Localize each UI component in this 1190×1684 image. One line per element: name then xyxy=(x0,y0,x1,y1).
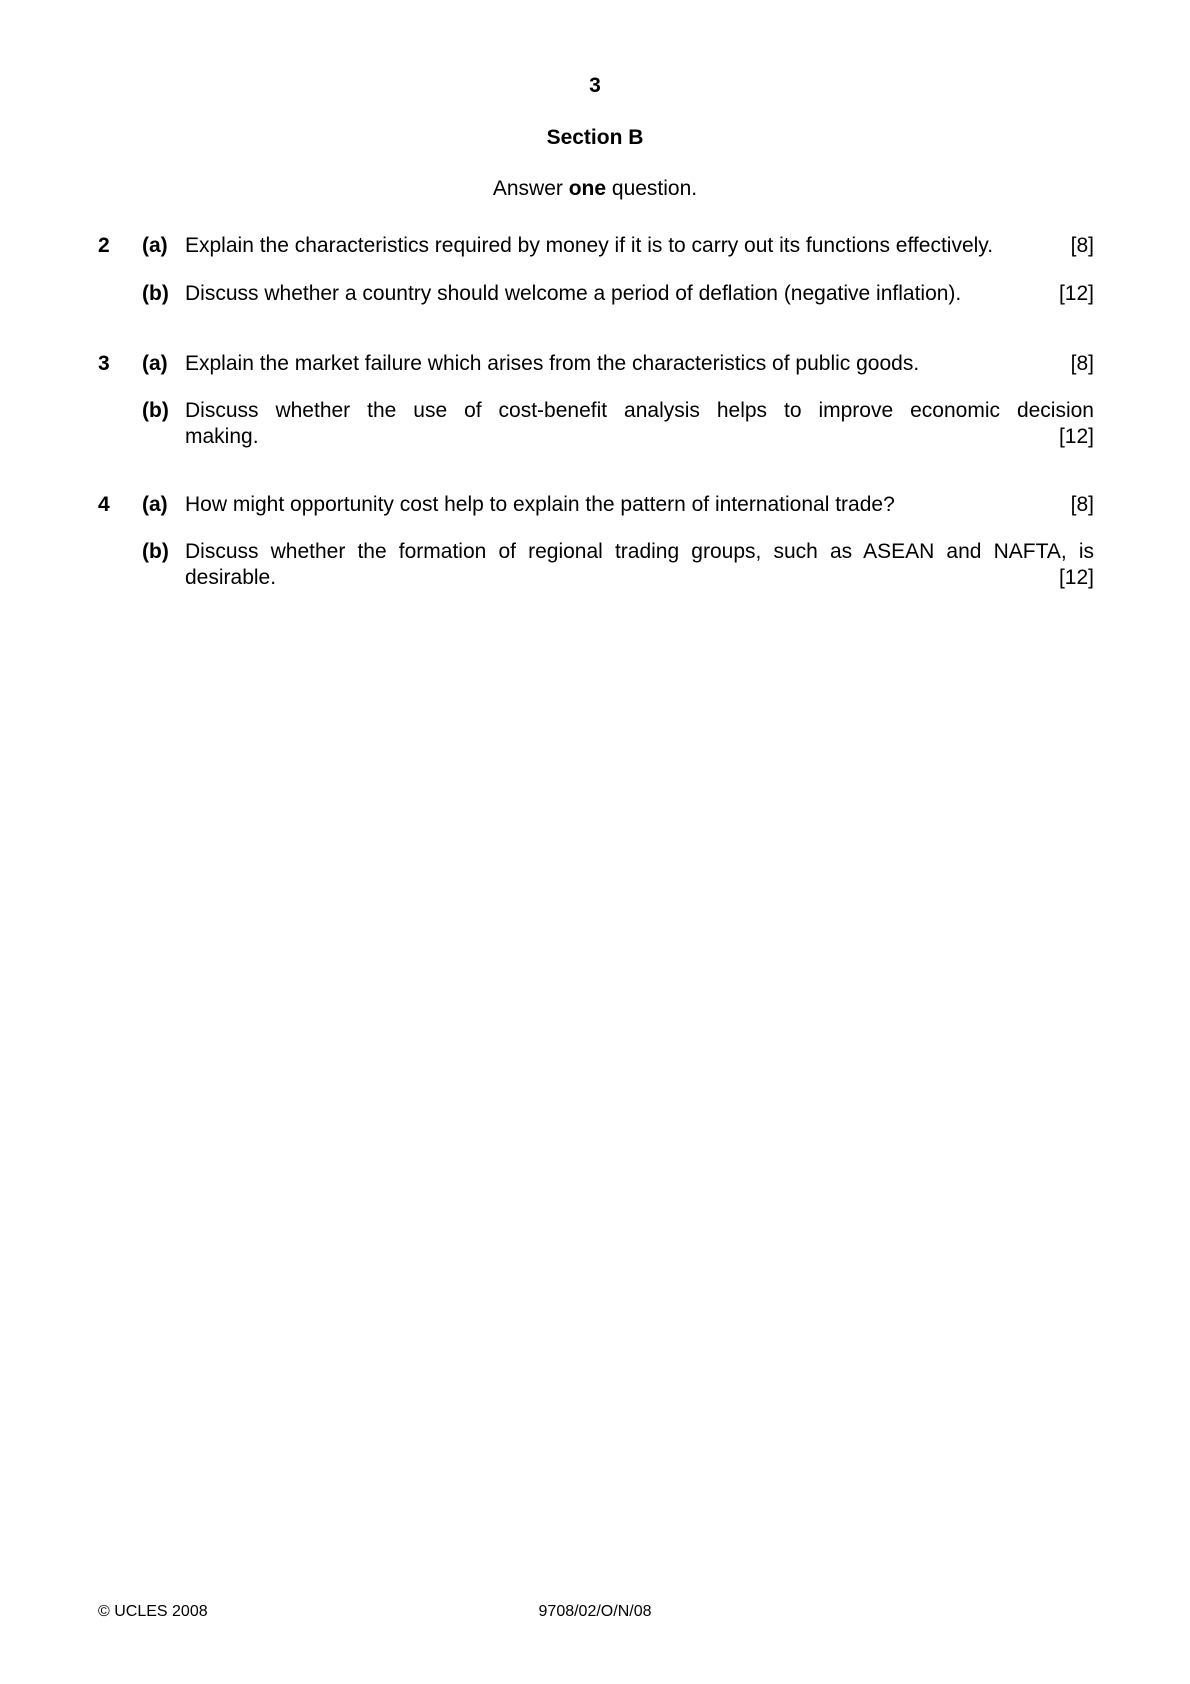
part-text: Discuss whether a country should welcome a period of deflation (negative inflation). xyxy=(185,282,962,305)
part-text-line2: desirable. xyxy=(185,566,277,589)
part-text: Discuss whether the formation of regional trading groups, such as ASEAN and NAFTA, is xyxy=(185,540,1094,563)
instruction-bold: one xyxy=(568,177,607,200)
part-label: (b) xyxy=(142,399,169,422)
instruction-after: question. xyxy=(606,177,698,200)
page-number: 3 xyxy=(589,74,601,97)
part-body xyxy=(185,351,1094,377)
part-label: (a) xyxy=(142,352,168,375)
part-body xyxy=(185,492,1094,518)
part-label: (b) xyxy=(142,540,169,563)
instruction-before: Answer xyxy=(492,177,569,200)
part-body xyxy=(185,281,1094,307)
part-marks: [12] xyxy=(1058,566,1094,589)
part-label: (a) xyxy=(142,234,168,257)
part-marks: [12] xyxy=(1058,282,1094,305)
part-text: How might opportunity cost help to explain the pattern of international trade? xyxy=(185,493,895,516)
part-text: Explain the market failure which arises from the characteristics of public goods. xyxy=(185,352,920,375)
part-label: (b) xyxy=(142,282,169,305)
section-title: Section B xyxy=(546,126,644,149)
part-text: Explain the characteristics required by money if it is to carry out its functions effectively. xyxy=(185,234,994,257)
part-marks: [12] xyxy=(1058,425,1094,448)
question-number: 3 xyxy=(98,352,110,375)
part-body xyxy=(185,233,1094,259)
part-text: Discuss whether the use of cost-benefit analysis helps to improve economic decision xyxy=(185,399,1094,422)
instruction xyxy=(0,177,1190,201)
part-body xyxy=(185,539,1094,591)
part-label: (a) xyxy=(142,493,168,516)
footer-code-wrap xyxy=(0,1603,1190,1621)
part-text-line2: making. xyxy=(185,425,259,448)
part-marks: [8] xyxy=(1070,352,1094,375)
part-marks: [8] xyxy=(1070,234,1094,257)
part-marks: [8] xyxy=(1070,493,1094,516)
footer-code: 9708/02/O/N/08 xyxy=(538,1603,652,1620)
question-number: 2 xyxy=(98,234,110,257)
question-number: 4 xyxy=(98,493,110,516)
part-body xyxy=(185,398,1094,450)
footer-copyright: © UCLES 2008 xyxy=(98,1603,208,1620)
